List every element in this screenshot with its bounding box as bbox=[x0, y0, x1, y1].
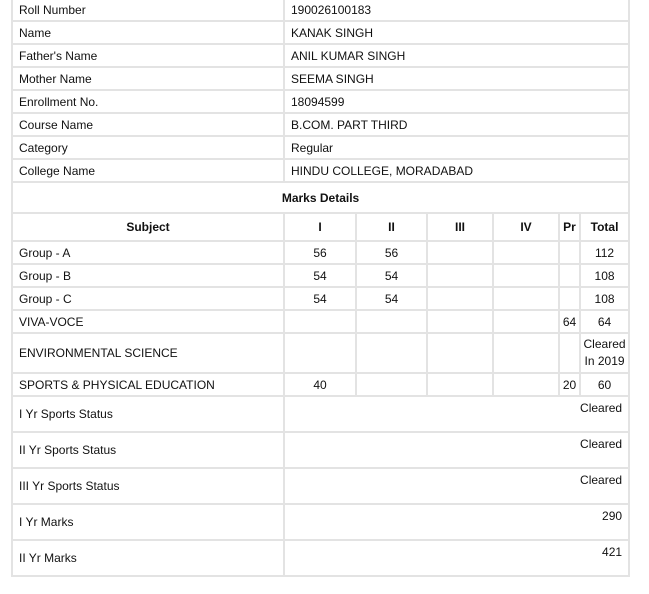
subject-cell: Group - A bbox=[12, 241, 284, 264]
status-label: I Yr Sports Status bbox=[12, 396, 284, 432]
subject-cell: SPORTS & PHYSICAL EDUCATION bbox=[12, 373, 284, 396]
info-value: Regular bbox=[284, 136, 629, 159]
table-row bbox=[12, 333, 629, 373]
info-row-father-name bbox=[12, 44, 629, 67]
status-row bbox=[12, 396, 629, 432]
status-row bbox=[12, 504, 629, 540]
mark-i: 54 bbox=[284, 264, 356, 287]
mark-iv bbox=[493, 333, 559, 373]
table-row bbox=[12, 287, 629, 310]
marks-header-row bbox=[12, 213, 629, 241]
status-value: 421 bbox=[284, 540, 629, 576]
mark-pr bbox=[559, 333, 580, 373]
mark-total: 64 bbox=[580, 310, 629, 333]
mark-ii bbox=[356, 373, 427, 396]
info-row-college bbox=[12, 159, 629, 182]
mark-iv bbox=[493, 287, 559, 310]
info-label: Course Name bbox=[12, 113, 284, 136]
status-label: III Yr Sports Status bbox=[12, 468, 284, 504]
header-ii: II bbox=[356, 213, 427, 241]
info-row-name bbox=[12, 21, 629, 44]
info-row-course bbox=[12, 113, 629, 136]
header-subject: Subject bbox=[12, 213, 284, 241]
info-value: B.COM. PART THIRD bbox=[284, 113, 629, 136]
mark-iv bbox=[493, 373, 559, 396]
info-label: Father's Name bbox=[12, 44, 284, 67]
header-iii: III bbox=[427, 213, 493, 241]
subject-cell: ENVIRONMENTAL SCIENCE bbox=[12, 333, 284, 373]
info-value: HINDU COLLEGE, MORADABAD bbox=[284, 159, 629, 182]
header-total: Total bbox=[580, 213, 629, 241]
status-value: Cleared bbox=[284, 468, 629, 504]
info-row-roll-number bbox=[12, 0, 629, 21]
mark-iii bbox=[427, 264, 493, 287]
info-label: College Name bbox=[12, 159, 284, 182]
mark-i bbox=[284, 310, 356, 333]
mark-i: 54 bbox=[284, 287, 356, 310]
info-label: Name bbox=[12, 21, 284, 44]
mark-iii bbox=[427, 241, 493, 264]
mark-ii: 56 bbox=[356, 241, 427, 264]
result-table bbox=[11, 0, 630, 577]
status-value: Cleared bbox=[284, 396, 629, 432]
table-row bbox=[12, 310, 629, 333]
mark-pr: 64 bbox=[559, 310, 580, 333]
mark-iii bbox=[427, 333, 493, 373]
mark-total: Cleared In 2019 bbox=[580, 333, 629, 373]
info-label: Mother Name bbox=[12, 67, 284, 90]
mark-iii bbox=[427, 287, 493, 310]
status-row bbox=[12, 540, 629, 576]
subject-cell: Group - C bbox=[12, 287, 284, 310]
mark-total: 60 bbox=[580, 373, 629, 396]
mark-ii: 54 bbox=[356, 264, 427, 287]
subject-cell: VIVA-VOCE bbox=[12, 310, 284, 333]
header-i: I bbox=[284, 213, 356, 241]
info-label: Roll Number bbox=[12, 0, 284, 21]
info-row-mother-name bbox=[12, 67, 629, 90]
mark-pr bbox=[559, 264, 580, 287]
mark-i: 56 bbox=[284, 241, 356, 264]
info-row-enrollment bbox=[12, 90, 629, 113]
info-label: Category bbox=[12, 136, 284, 159]
info-value: 190026100183 bbox=[284, 0, 629, 21]
header-pr: Pr bbox=[559, 213, 580, 241]
mark-pr: 20 bbox=[559, 373, 580, 396]
mark-iv bbox=[493, 264, 559, 287]
mark-pr bbox=[559, 287, 580, 310]
status-value: 290 bbox=[284, 504, 629, 540]
mark-total: 112 bbox=[580, 241, 629, 264]
mark-iv bbox=[493, 310, 559, 333]
mark-i: 40 bbox=[284, 373, 356, 396]
subject-cell: Group - B bbox=[12, 264, 284, 287]
marks-details-title: Marks Details bbox=[12, 182, 629, 213]
mark-total: 108 bbox=[580, 264, 629, 287]
status-row bbox=[12, 468, 629, 504]
table-row bbox=[12, 264, 629, 287]
header-iv: IV bbox=[493, 213, 559, 241]
marks-title-row bbox=[12, 182, 629, 213]
mark-iii bbox=[427, 310, 493, 333]
table-row bbox=[12, 241, 629, 264]
status-label: I Yr Marks bbox=[12, 504, 284, 540]
info-value: ANIL KUMAR SINGH bbox=[284, 44, 629, 67]
info-value: 18094599 bbox=[284, 90, 629, 113]
status-row bbox=[12, 432, 629, 468]
info-value: KANAK SINGH bbox=[284, 21, 629, 44]
info-label: Enrollment No. bbox=[12, 90, 284, 113]
status-value: Cleared bbox=[284, 432, 629, 468]
mark-ii bbox=[356, 310, 427, 333]
mark-ii bbox=[356, 333, 427, 373]
mark-i bbox=[284, 333, 356, 373]
status-label: II Yr Marks bbox=[12, 540, 284, 576]
mark-pr bbox=[559, 241, 580, 264]
mark-iii bbox=[427, 373, 493, 396]
table-row bbox=[12, 373, 629, 396]
info-value: SEEMA SINGH bbox=[284, 67, 629, 90]
mark-ii: 54 bbox=[356, 287, 427, 310]
mark-iv bbox=[493, 241, 559, 264]
status-label: II Yr Sports Status bbox=[12, 432, 284, 468]
info-row-category bbox=[12, 136, 629, 159]
mark-total: 108 bbox=[580, 287, 629, 310]
